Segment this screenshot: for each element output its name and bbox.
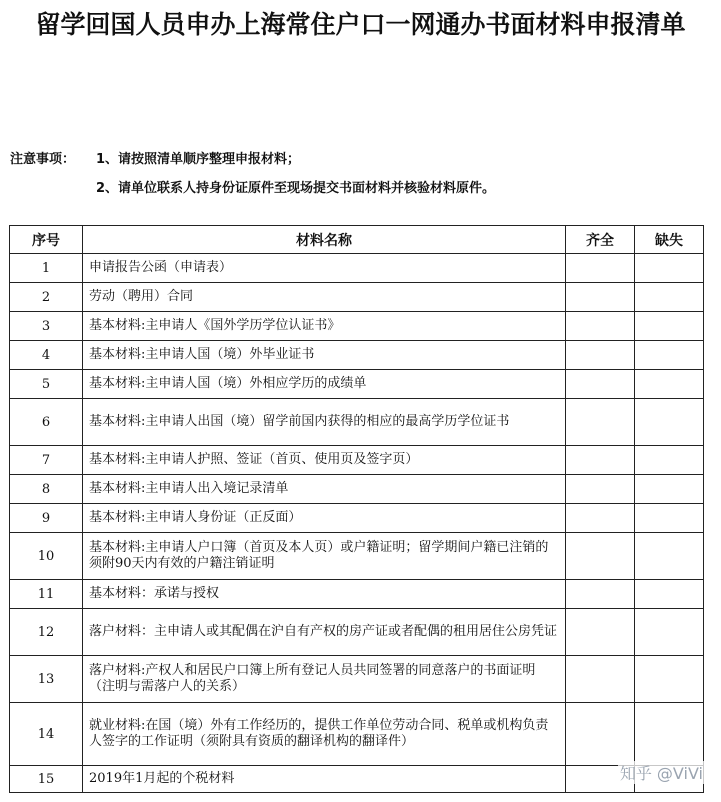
header-missing: 缺失	[635, 226, 704, 254]
materials-table	[9, 225, 704, 793]
missing-cell[interactable]	[635, 703, 704, 766]
row-no: 11	[10, 580, 83, 609]
row-name: 基本材料:主申请人出入境记录清单	[83, 475, 566, 504]
row-no: 1	[10, 254, 83, 283]
missing-cell[interactable]	[635, 656, 704, 703]
row-no: 13	[10, 656, 83, 703]
row-no: 9	[10, 504, 83, 533]
notes-section	[10, 150, 495, 208]
row-name: 基本材料:主申请人国（境）外相应学历的成绩单	[83, 370, 566, 399]
row-name: 基本材料:主申请人《国外学历学位认证书》	[83, 312, 566, 341]
row-no: 12	[10, 609, 83, 656]
table-row	[10, 703, 704, 766]
complete-cell[interactable]	[566, 370, 635, 399]
complete-cell[interactable]	[566, 312, 635, 341]
complete-cell[interactable]	[566, 533, 635, 580]
table-row	[10, 656, 704, 703]
row-name: 劳动（聘用）合同	[83, 283, 566, 312]
missing-cell[interactable]	[635, 254, 704, 283]
complete-cell[interactable]	[566, 703, 635, 766]
row-name: 申请报告公函（申请表）	[83, 254, 566, 283]
complete-cell[interactable]	[566, 580, 635, 609]
missing-cell[interactable]	[635, 609, 704, 656]
row-name: 落户材料：主申请人或其配偶在沪自有产权的房产证或者配偶的租用居住公房凭证	[83, 609, 566, 656]
missing-cell[interactable]	[635, 341, 704, 370]
header-complete: 齐全	[566, 226, 635, 254]
table-row	[10, 475, 704, 504]
row-no: 8	[10, 475, 83, 504]
row-no: 3	[10, 312, 83, 341]
complete-cell[interactable]	[566, 399, 635, 446]
row-name: 落户材料:产权人和居民户口簿上所有登记人员共同签署的同意落户的书面证明（注明与需落户人的关系）	[83, 656, 566, 703]
missing-cell[interactable]	[635, 446, 704, 475]
table-row	[10, 399, 704, 446]
watermark: 知乎 @ViVi	[618, 761, 705, 784]
note-item: 1、请按照清单顺序整理申报材料；	[96, 152, 301, 167]
row-no: 15	[10, 766, 83, 793]
table-row	[10, 446, 704, 475]
row-name: 基本材料：承诺与授权	[83, 580, 566, 609]
table-row	[10, 533, 704, 580]
missing-cell[interactable]	[635, 580, 704, 609]
complete-cell[interactable]	[566, 475, 635, 504]
row-no: 10	[10, 533, 83, 580]
complete-cell[interactable]	[566, 283, 635, 312]
missing-cell[interactable]	[635, 312, 704, 341]
row-no: 14	[10, 703, 83, 766]
complete-cell[interactable]	[566, 609, 635, 656]
row-no: 7	[10, 446, 83, 475]
row-no: 5	[10, 370, 83, 399]
row-name: 就业材料:在国（境）外有工作经历的，提供工作单位劳动合同、税单或机构负责人签字的工作证明（须附具有资质的翻译机构的翻译件）	[83, 703, 566, 766]
row-name: 2019年1月起的个税材料	[83, 766, 566, 793]
row-name: 基本材料:主申请人护照、签证（首页、使用页及签字页）	[83, 446, 566, 475]
note-line-1	[10, 150, 495, 179]
table-row	[10, 580, 704, 609]
table-row	[10, 254, 704, 283]
missing-cell[interactable]	[635, 533, 704, 580]
missing-cell[interactable]	[635, 399, 704, 446]
table-row	[10, 609, 704, 656]
header-no: 序号	[10, 226, 83, 254]
table-row	[10, 504, 704, 533]
note-item: 2、请单位联系人持身份证原件至现场提交书面材料并核验材料原件。	[96, 181, 496, 196]
row-no: 4	[10, 341, 83, 370]
note-line-2	[10, 179, 495, 208]
header-name: 材料名称	[83, 226, 566, 254]
page-title: 留学回国人员申办上海常住户口一网通办书面材料申报清单	[35, 10, 686, 39]
row-name: 基本材料:主申请人国（境）外毕业证书	[83, 341, 566, 370]
missing-cell[interactable]	[635, 283, 704, 312]
complete-cell[interactable]	[566, 341, 635, 370]
notes-label: 注意事项：	[10, 152, 76, 167]
complete-cell[interactable]	[566, 656, 635, 703]
row-name: 基本材料:主申请人出国（境）留学前国内获得的相应的最高学历学位证书	[83, 399, 566, 446]
table-row	[10, 370, 704, 399]
complete-cell[interactable]	[566, 446, 635, 475]
table-row	[10, 766, 704, 793]
table-row	[10, 312, 704, 341]
missing-cell[interactable]	[635, 475, 704, 504]
table-header-row	[10, 226, 704, 254]
table-row	[10, 341, 704, 370]
table-row	[10, 283, 704, 312]
complete-cell[interactable]	[566, 504, 635, 533]
row-no: 6	[10, 399, 83, 446]
missing-cell[interactable]	[635, 504, 704, 533]
complete-cell[interactable]	[566, 254, 635, 283]
row-no: 2	[10, 283, 83, 312]
missing-cell[interactable]	[635, 370, 704, 399]
row-name: 基本材料:主申请人户口簿（首页及本人页）或户籍证明；留学期间户籍已注销的须附90天内有效的户籍注销证明	[83, 533, 566, 580]
row-name: 基本材料:主申请人身份证（正反面）	[83, 504, 566, 533]
